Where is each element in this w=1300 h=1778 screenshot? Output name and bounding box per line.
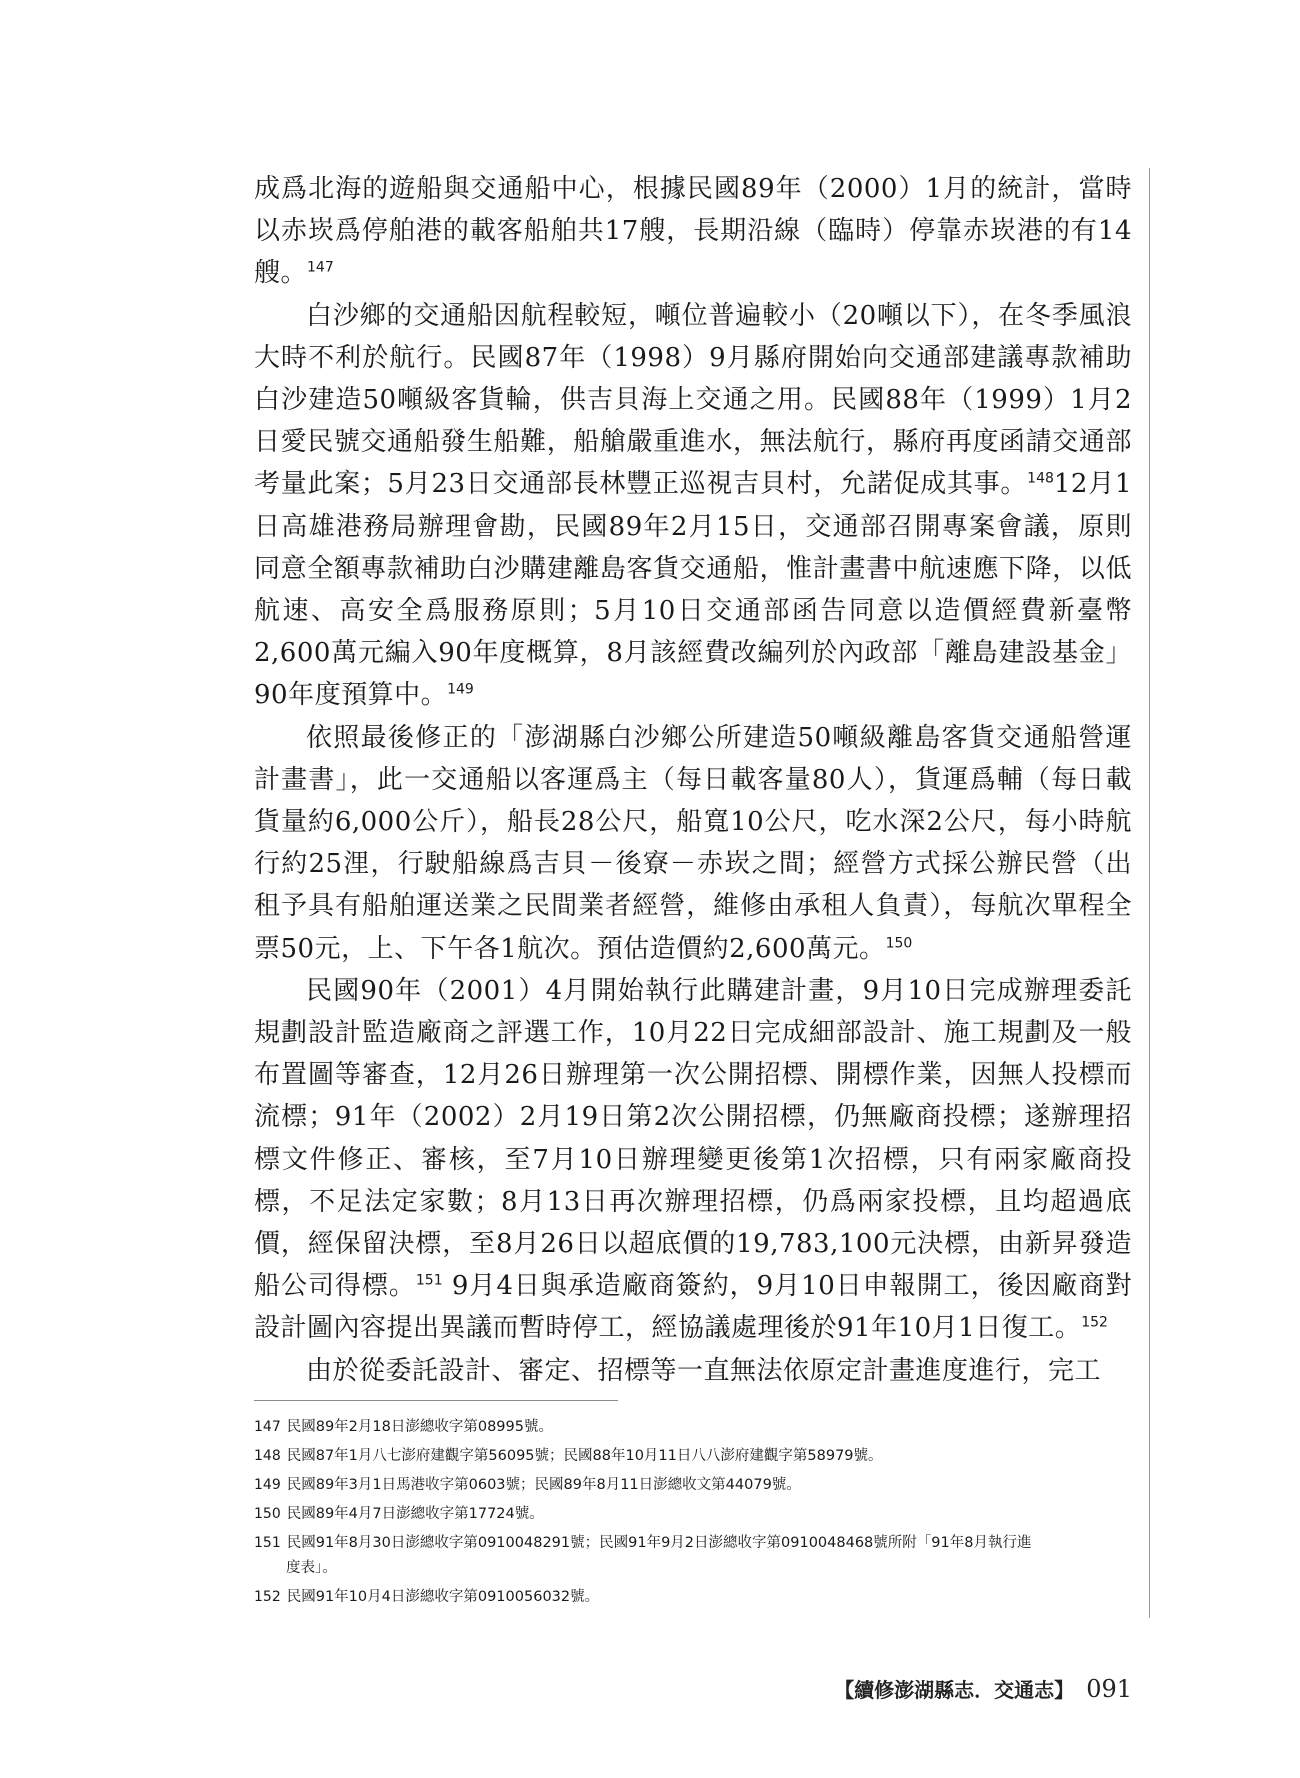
footnotes [254,1413,1134,1612]
paragraph-text: 12月1日高雄港務局辦理會勘，民國89年2月15日，交通部召開專案會議，原則同意全額專款補助白沙購建離島客貨交通船，惟計畫書中航速應下降，以低航速、高安全爲服務原則；5月10日交通部函告同意以造價經費新臺幣2,600萬元編入90年度概算，8月該經費改編列於內政部「離島建設基金」90年度預算中。 [254,469,1132,711]
footnote-text: 民國91年8月30日澎總收字第0910048291號；民國91年9月2日澎總收字第0910048468號所附「91年8月執行進 [286,1535,1032,1551]
footnote-reference[interactable]: 148 [1027,470,1054,487]
paragraph-text: 白沙鄉的交通船因航程較短，噸位普遍較小（20噸以下），在冬季風浪大時不利於航行。民國87年（1998）9月縣府開始向交通部建議專款補助白沙建造50噸級客貨輪，供吉貝海上交通之用。民國88年（1999）1月2日愛民號交通船發生船難，船艙嚴重進水，無法航行，縣府再度函請交通部考量此案；5月23日交通部長林豐正巡視吉貝村，允諾促成其事。 [254,300,1132,500]
paragraph-text: 成爲北海的遊船與交通船中心，根據民國89年（2000）1月的統計，當時以赤崁爲停舶港的載客船舶共17艘，長期沿線（臨時）停靠赤崁港的有14艘。 [254,174,1132,289]
body-text [254,168,1132,1392]
footnote-text: 民國87年1月八七澎府建觀字第56095號；民國88年10月11日八八澎府建觀字第58979號。 [286,1448,883,1464]
body-paragraph [254,717,1132,970]
footnote-text: 民國89年2月18日澎總收字第08995號。 [286,1419,553,1435]
footnote-item [254,1583,1134,1612]
footnote-text-continuation: 度表」。 [286,1560,337,1576]
body-paragraph [254,970,1132,1350]
footnote-number: 149 [254,1477,281,1493]
footnote-reference[interactable]: 147 [307,259,334,276]
footnote-item [254,1413,1134,1442]
paragraph-text: 民國90年（2001）4月開始執行此購建計畫，9月10日完成辦理委託規劃設計監造廠商之評選工作，10月22日完成細部設計、施工規劃及一般布置圖等審查，12月26日辦理第一次公開招標、開標作業，因無人投標而流標；91年（2002）2月19日第2次公開招標，仍無廠商投標；遂辦理招標文件修正、審核，至7月10日辦理變更後第1次招標，只有兩家廠商投標，不足法定家數；8月13日再次辦理招標，仍爲兩家投標，且均超過底價，經保留決標，至8月26日以超底價的19,783,100元決標，由新昇發造船公司得標。 [254,975,1132,1302]
body-paragraph [254,1350,1132,1392]
paragraph-text: 依照最後修正的「澎湖縣白沙鄉公所建造50噸級離島客貨交通船營運計畫書」，此一交通船以客運爲主（每日載客量80人），貨運爲輔（每日載貨量約6,000公斤），船長28公尺，船寬10公尺，吃水深2公尺，每小時航行約25浬，行駛船線爲吉貝－後寮－赤崁之間；經營方式採公辦民營（出租予具有船舶運送業之民間業者經營，維修由承租人負責），每航次單程全票50元，上、下午各1航次。預估造價約2,600萬元。 [254,722,1132,964]
footnote-number: 148 [254,1448,281,1464]
footnote-item [254,1529,1134,1583]
page-footer [834,1674,1132,1706]
footnote-item [254,1471,1134,1500]
footnote-number: 150 [254,1506,281,1522]
footnote-reference[interactable]: 149 [447,681,474,698]
footnote-number: 152 [254,1589,281,1605]
footnote-text: 民國91年10月4日澎總收字第0910056032號。 [286,1589,600,1605]
footnote-item [254,1500,1134,1529]
footnote-item [254,1442,1134,1471]
running-title: 【續修澎湖縣志．交通志】 [834,1678,1075,1702]
footnote-text: 民國89年3月1日馬港收字第0603號；民國89年8月11日澎總收文第44079號。 [286,1477,801,1493]
footnote-divider [254,1400,618,1401]
body-paragraph [254,295,1132,717]
footnote-reference[interactable]: 151 [415,1272,443,1289]
footnote-reference[interactable]: 152 [1081,1314,1108,1331]
page-number: 091 [1086,1675,1132,1703]
paragraph-text: 由於從委託設計、審定、招標等一直無法依原定計畫進度進行，完工 [306,1355,1102,1386]
footnote-text: 民國89年4月7日澎總收字第17724號。 [286,1506,544,1522]
footnote-number: 147 [254,1419,281,1435]
margin-rule [1149,168,1150,1618]
body-paragraph [254,168,1132,295]
footnote-number: 151 [254,1535,281,1551]
footnote-reference[interactable]: 150 [885,935,913,951]
paragraph-text: 9月4日與承造廠商簽約，9月10日申報開工，後因廠商對設計圖內容提出異議而暫時停工，經協議處理後於91年10月1日復工。 [254,1271,1132,1344]
